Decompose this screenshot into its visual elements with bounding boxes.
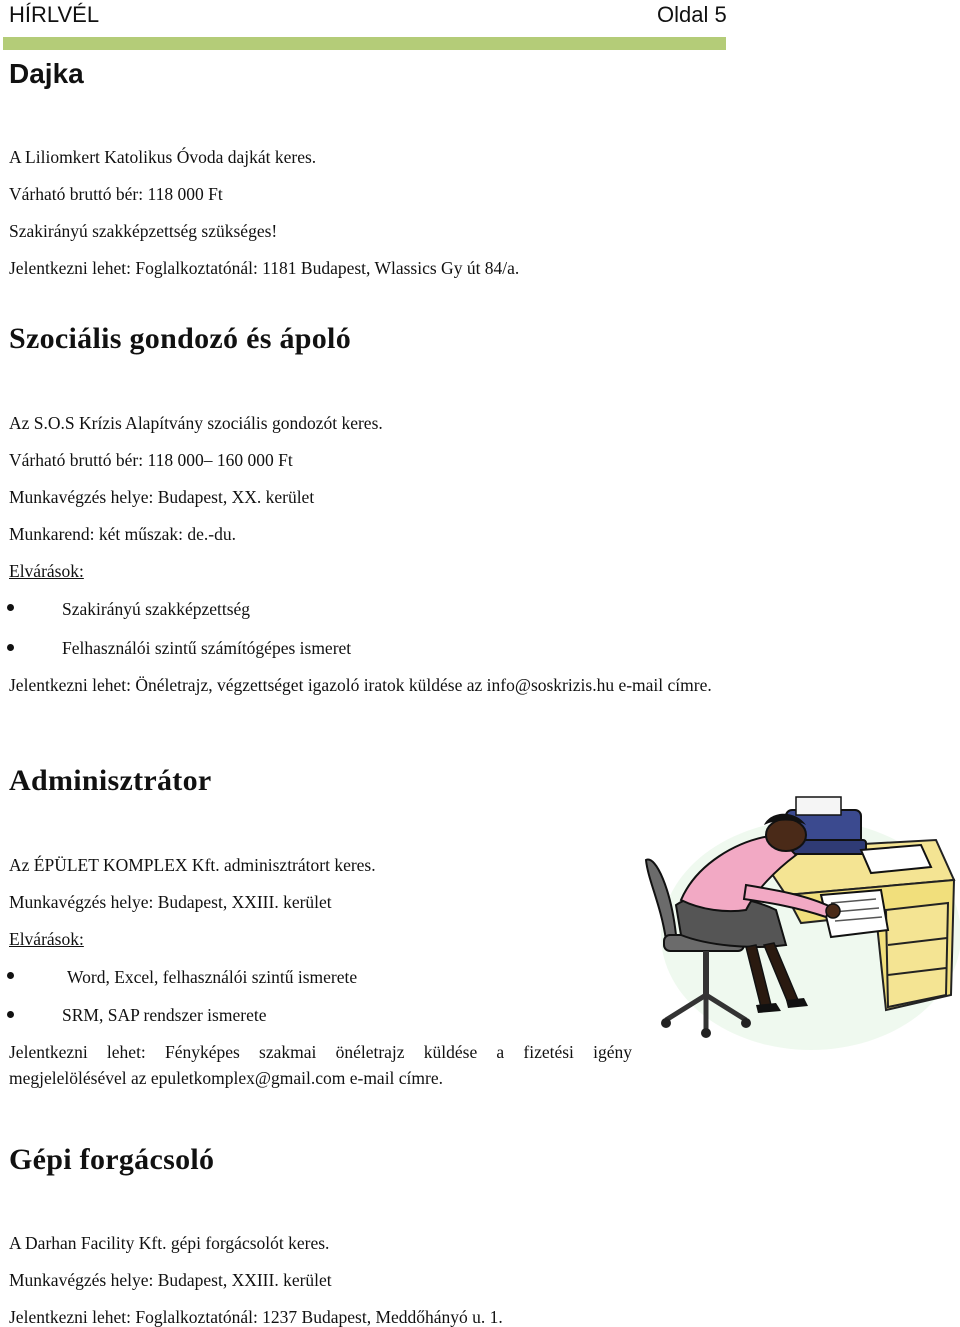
admin-line: Az ÉPÜLET KOMPLEX Kft. adminisztrátort keres. xyxy=(9,855,376,875)
section-title-dajka: Dajka xyxy=(9,58,84,89)
szocialis-line: Munkarend: két műszak: de.-du. xyxy=(9,524,236,544)
gepi-line: Munkavégzés helye: Budapest, XXIII. kerület xyxy=(9,1270,332,1290)
szocialis-line: Várható bruttó bér: 118 000– 160 000 Ft xyxy=(9,450,293,470)
admin-apply-line: megjelelölésével az epuletkomplex@gmail.com e-mail címre. xyxy=(9,1068,444,1088)
requirement-item: Felhasználói szintű számítógépes ismeret xyxy=(62,638,352,658)
newsletter-title: HÍRLVÉL xyxy=(9,2,100,27)
dajka-line: A Liliomkert Katolikus Óvoda dajkát keres. xyxy=(9,147,317,167)
requirement-item: SRM, SAP rendszer ismerete xyxy=(62,1005,267,1025)
requirements-label: Elvárások: xyxy=(9,561,84,581)
office-worker-at-desk-icon xyxy=(636,795,960,1057)
admin-apply xyxy=(9,1039,632,1091)
header-bar xyxy=(3,37,726,50)
dajka-line: Szakirányú szakképzettség szükséges! xyxy=(9,221,278,241)
bullet-dot xyxy=(7,1011,14,1018)
admin-apply-line: Jelentkezni lehet: Fényképes szakmai önéletrajz küldése a fizetési igény xyxy=(9,1042,632,1062)
requirement-item: Word, Excel, felhasználói szintű ismerete xyxy=(67,967,358,987)
bullet-dot xyxy=(7,604,14,611)
requirement-item: Szakirányú szakképzettség xyxy=(62,599,251,619)
section-title-szocialis: Szociális gondozó és ápoló xyxy=(9,322,351,355)
dajka-line: Jelentkezni lehet: Foglalkoztatónál: 1181 Budapest, Wlassics Gy út 84/a. xyxy=(9,258,520,278)
admin-line: Munkavégzés helye: Budapest, XXIII. kerület xyxy=(9,892,332,912)
szocialis-line: Munkavégzés helye: Budapest, XX. kerület xyxy=(9,487,315,507)
section-title-admin: Adminisztrátor xyxy=(9,764,212,797)
requirements-label: Elvárások: xyxy=(9,929,84,949)
bullet-dot xyxy=(7,644,14,651)
bullet-dot xyxy=(7,972,14,979)
szocialis-apply: Jelentkezni lehet: Önéletrajz, végzettséget igazoló iratok küldése az info@soskrizis.hu e-mail címre. xyxy=(9,675,712,695)
dajka-line: Várható bruttó bér: 118 000 Ft xyxy=(9,184,223,204)
page-number: Oldal 5 xyxy=(657,2,727,27)
section-title-gepi: Gépi forgácsoló xyxy=(9,1143,215,1176)
page-header xyxy=(0,0,960,52)
gepi-line: A Darhan Facility Kft. gépi forgácsolót keres. xyxy=(9,1233,330,1253)
gepi-line: Jelentkezni lehet: Foglalkoztatónál: 1237 Budapest, Meddőhányó u. 1. xyxy=(9,1307,503,1327)
szocialis-line: Az S.O.S Krízis Alapítvány szociális gondozót keres. xyxy=(9,413,383,433)
